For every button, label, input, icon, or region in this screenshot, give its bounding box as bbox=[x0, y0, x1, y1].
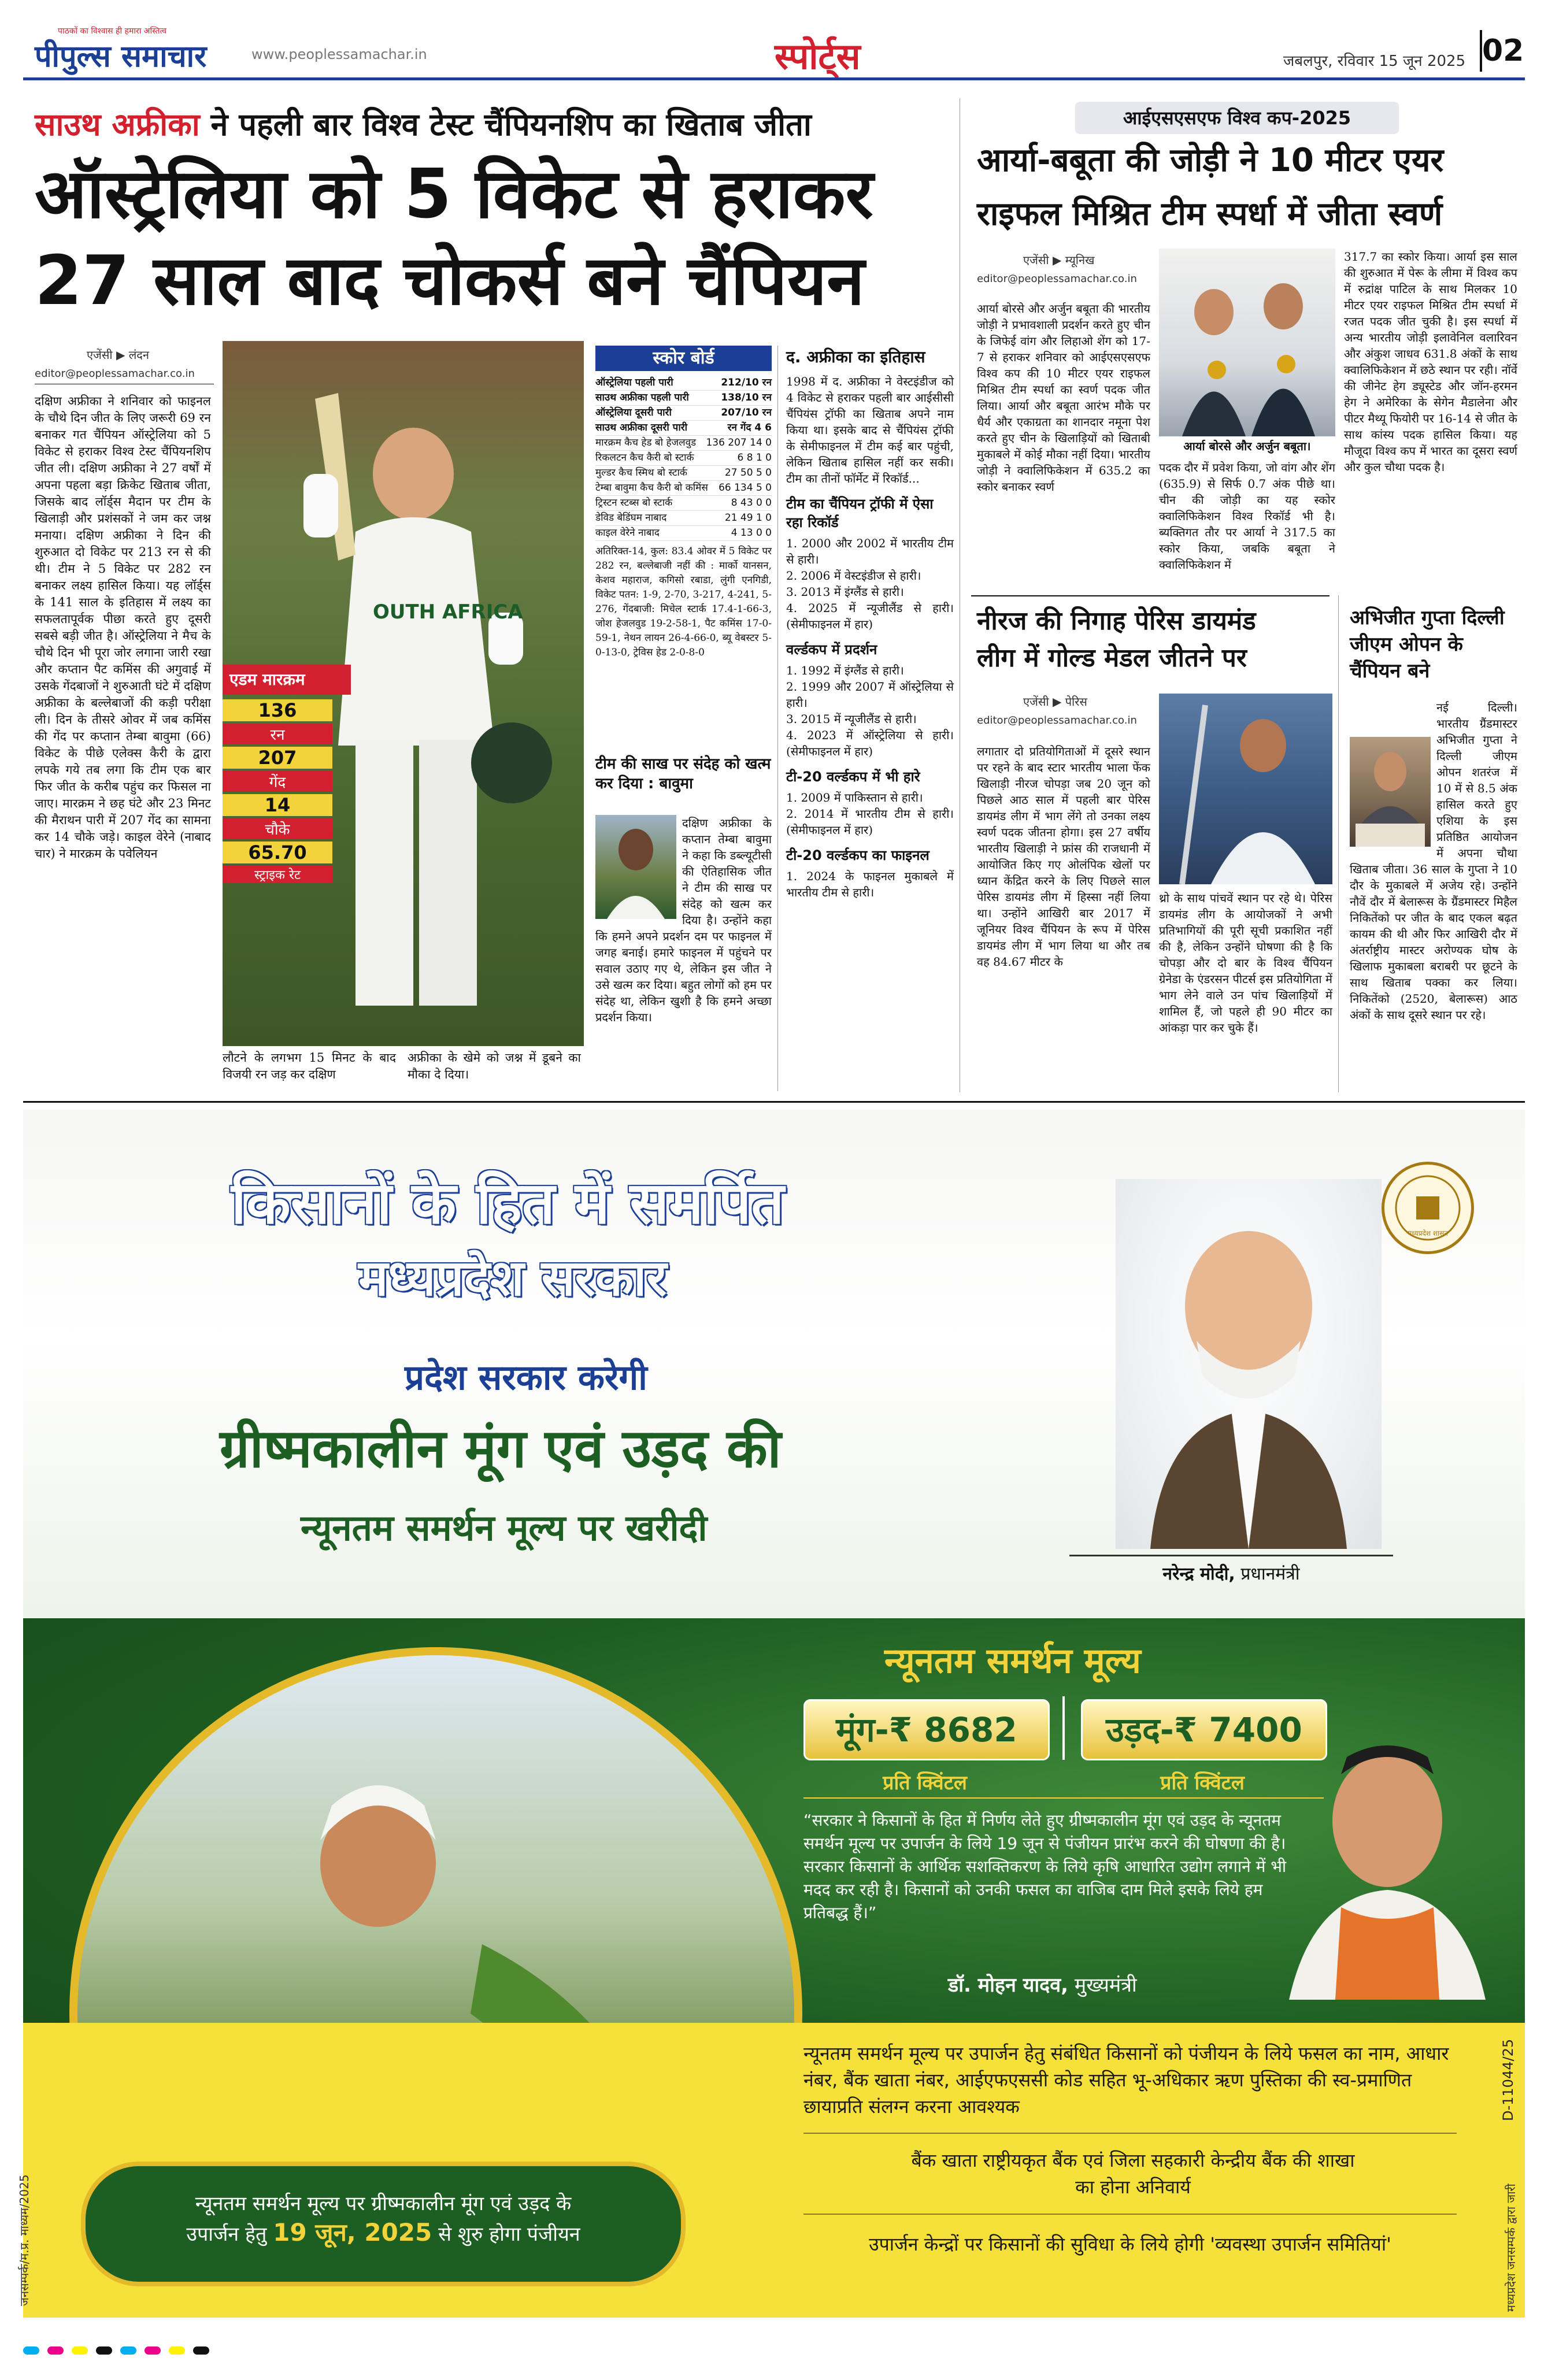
history-section-title: वर्ल्डकप में प्रदर्शन bbox=[786, 642, 877, 658]
cm-title: मुख्यमंत्री bbox=[1074, 1974, 1137, 1997]
scoreboard-row-label: टेम्बा बावुमा कैच कैरी बो कमिंस bbox=[595, 482, 708, 494]
svg-text:OUTH AFRICA: OUTH AFRICA bbox=[373, 600, 523, 624]
scoreboard-row bbox=[595, 451, 772, 466]
scoreboard-row bbox=[595, 496, 772, 511]
banner-date: 19 जून, 2025 bbox=[273, 2218, 432, 2246]
scoreboard-row-label: डेविड बेडिंघम नाबाद bbox=[595, 512, 667, 524]
issf-photo bbox=[1159, 249, 1335, 436]
paper-tagline: पाठकों का विश्वास ही हमारा अस्तित्व bbox=[58, 27, 167, 36]
scoreboard-row-label: काइल वेरेने नाबाद bbox=[595, 527, 660, 539]
pm-caption bbox=[1069, 1555, 1393, 1585]
history-item: 2. 2006 में वेस्टइंडीज से हारी। bbox=[786, 569, 921, 583]
scoreboard-row-value: 136 207 14 0 bbox=[706, 437, 772, 448]
cm-caption bbox=[948, 1971, 1137, 1997]
issf-photo-caption: आर्या बोरसे और अर्जुन बबूता। bbox=[1159, 436, 1335, 456]
section-title: स्पोर्ट्स bbox=[775, 35, 861, 77]
col-rule-a bbox=[777, 346, 778, 1091]
info-3: उपार्जन केन्द्रों पर किसानों की सुविधा के लिये होगी 'व्यवस्था उपार्जन समितियां' bbox=[869, 2233, 1391, 2255]
per-quintal-1: प्रति क्विंटल bbox=[883, 1771, 967, 1795]
history-item: 2. 2014 में भारतीय टीम से हारी। (सेमीफाइनल में हार) bbox=[786, 807, 954, 837]
info-rule-1 bbox=[803, 2133, 1457, 2134]
scoreboard-row bbox=[595, 436, 772, 451]
issf-headline-2: राइफल मिश्रित टीम स्पर्धा में जीता स्वर्ण bbox=[977, 195, 1443, 233]
col-rule-c bbox=[1338, 595, 1339, 1092]
cm-name: डॉ. मोहन यादव, bbox=[948, 1974, 1069, 1997]
masthead-rule bbox=[23, 77, 1525, 80]
issf-label: आईएसएसएफ विश्व कप-2025 bbox=[1075, 102, 1399, 134]
cm-quote: “सरकार ने किसानों के हित में निर्णय लेते हुए ग्रीष्मकालीन मूंग एवं उड़द के न्यूनतम समर्थन मूल्य पर उपार्जन के लिये 19 जून से पंजीयन प्रारंभ करने की घोषणा की है। सरकार किसानों के आर्थिक सशक्तिकरण के लिये कृषि आधारित उद्योग लगाने में भी मदद कर रही है। किसानों को उनकी फसल का वाजिब दाम मिले इसके लिये हम प्रतिबद्ध हैं।” bbox=[803, 1811, 1287, 1922]
side-text-left: जनसम्पर्क/म.प्र. माध्यम/2025 bbox=[17, 2174, 31, 2306]
scoreboard-row bbox=[595, 406, 772, 421]
lead-kicker bbox=[35, 102, 812, 144]
ad-line5: न्यूनतम समर्थन मूल्य पर खरीदी bbox=[301, 1507, 708, 1549]
stat-runs-label: रन bbox=[223, 724, 332, 744]
neeraj-headline-2: लीग में गोल्ड मेडल जीतने पर bbox=[977, 643, 1247, 673]
scoreboard-rows bbox=[595, 376, 772, 541]
registration-banner bbox=[81, 2162, 686, 2286]
neeraj-email: editor@peoplessamachar.co.in bbox=[977, 714, 1137, 726]
cm-portrait bbox=[1277, 1722, 1497, 2000]
shooters-figure bbox=[1159, 249, 1335, 436]
issf-body-left: आर्या बोरसे और अर्जुन बबूता की भारतीय जोड़ी ने प्रभावशाली प्रदर्शन करते हुए चीन के जिफेई वांग और लिहाओ शेंग को 17-7 से हराकर शनिवार को आईएसएसएफ विश्व कप की 10 मीटर एयर राइफल मिश्रित टीम स्पर्धा का स्वर्ण पदक जीत लिया। आर्या और बबूता आरंभ मौके पर धैर्य और एकाग्रता का शानदार नमूना पेश करते हुए चीन के खिलाड़ियों को खिताबी मुकाबले में कोई मौका नहीं दिया। भारतीय जोड़ी ने क्वालिफिकेशन में 635.2 का स्कोर बनाकर स्वर्ण bbox=[977, 302, 1150, 494]
lead-body-col1: दक्षिण अफ्रीका ने शनिवार को फाइनल के चौथे दिन जीत के लिए जरूरी 69 रन बनाकर गत चैंपियन ऑस्ट्रेलिया को 5 विकेट से हराकर विश्व टेस्ट चैंपियनशिप जीत ली। दक्षिण अफ्रीका ने 27 वर्षों में अपना पहला बड़ा क्रिकेट खिताब जीता, जिसके बाद लॉर्ड्स मैदान पर टीम के खिलाड़ी और प्रशंसकों ने जम कर जश्न मनाया। दक्षिण अफ्रीका ने दिन की शुरुआत दो विकेट पर 213 रन से की थी। टीम ने 5 विकेट पर 282 रन बनाकर लक्ष्य हासिल किया। यह लॉर्ड्स के 141 साल के इतिहास में लक्ष्य का सफलतापूर्वक पीछा करते हुए दूसरी सबसे बड़ी जीत है। ऑस्ट्रेलिया ने मैच के चौथे दिन भी पूरा जोर लगाना जारी रखा और कप्तान पैट कमिंस की अगुवाई में उसके गेंदबाजों ने शुरुआती घंटे में दक्षिण अफ्रीका के बल्लेबाजों की कड़ी परीक्षा ली। दिन के तीसरे ओवर में जब कमिंस की गेंद पर कप्तान तेम्बा बावुमा (66) विकेट के पीछे एलेक्स कैरी के द्वारा लपके गये तब लगा कि टीम एक बार फिर जीत के करीब पहुंच कर फिसल ना जाए। मारक्रम ने छह घंटे और 23 मिनट की मैराथन पारी में 207 गेंद का सामना कर 14 चौके जड़े। काइल वेरेने (नाबाद चार) ने मारक्रम के पवेलियन bbox=[35, 394, 211, 861]
scoreboard-row-value: 4 13 0 0 bbox=[731, 527, 772, 539]
lead-email: editor@peoplessamachar.co.in bbox=[35, 368, 195, 380]
scoreboard bbox=[595, 346, 772, 660]
ad-line2: मध्यप्रदेश सरकार bbox=[358, 1250, 667, 1307]
kicker-text: ने पहली बार विश्व टेस्ट चैंपियनशिप का खिताब जीता bbox=[210, 106, 812, 143]
banner-line-1: न्यूनतम समर्थन मूल्य पर ग्रीष्मकालीन मूंग एवं उड़द के bbox=[195, 2192, 572, 2215]
pm-title: प्रधानमंत्री bbox=[1240, 1564, 1300, 1584]
issf-byline: एजेंसी ▶ म्यूनिख bbox=[1023, 253, 1095, 267]
per-quintal-2: प्रति क्विंटल bbox=[1160, 1771, 1245, 1795]
issf-body-right: 317.7 का स्कोर किया। आर्या इस साल की शुरुआत में पेरू के लीमा में विश्व कप में रुद्रांक्ष पाटिल के साथ मिलकर 10 मीटर एयर राइफल मिश्रित टीम स्पर्धा में रजत पदक जीत चुकी है। इस स्पर्धा में अन्य भारतीय जोड़ी इलावेनिल वलारिवन और अंकुश जाधव 631.8 अंकों के साथ क्वालिफिकेशन में छठे स्थान पर रही। नॉर्वे की जीनेट हेग ड्यूस्टेड और जॉन-हरमन हेग ने अमेरिका के सेगेन मैडालेना और पीटर मैथ्यू फियोरी पर 16-14 से जीत के साथ कांस्य पदक हासिल किया। यह मौजूदा विश्व कप में भारत का दूसरा स्वर्ण और कुल चौथा पदक है। bbox=[1344, 250, 1517, 474]
scoreboard-row-value: 138/10 रन bbox=[721, 392, 772, 403]
news-bottom-rule bbox=[23, 1101, 1525, 1103]
lead-byline: एजेंसी ▶ लंदन bbox=[87, 348, 149, 362]
mp-emblem bbox=[1382, 1162, 1474, 1254]
history-item: 1. 2000 और 2002 में भारतीय टीम से हारी। bbox=[786, 536, 954, 566]
history-item: 1. 2024 के फाइनल मुकाबले में भारतीय टीम से हारी। bbox=[786, 869, 954, 899]
scoreboard-title: स्कोर बोर्ड bbox=[595, 346, 772, 371]
scoreboard-row-value: 212/10 रन bbox=[721, 377, 772, 388]
issf-headline-1: आर्या-बबूता की जोड़ी ने 10 मीटर एयर bbox=[977, 142, 1444, 179]
ad-line1: किसानों के हित में समर्पित bbox=[231, 1169, 784, 1237]
pm-portrait bbox=[1116, 1179, 1382, 1549]
history-item: 2. 1999 और 2007 में ऑस्ट्रेलिया से हारी। bbox=[786, 680, 954, 710]
issf-body-mid: पदक दौर में प्रवेश किया, जो वांग और शेंग (635.9) से सिर्फ 0.7 अंक पीछे था। चीन की जोड़ी का यह स्कोर क्वालिफिकेशन विश्व रिकॉर्ड भी है। ब्यक्तिगत तौर पर आर्या ने 317.5 का स्कोर किया, जबकि बबूता ने क्वालिफिकेशन में bbox=[1159, 461, 1335, 572]
paper-url: www.peoplessamachar.in bbox=[251, 46, 427, 62]
pm-name: नरेन्द्र मोदी, bbox=[1162, 1564, 1235, 1584]
abhijeet-headline: अभिजीत गुप्ता दिल्ली जीएम ओपन के चैंपियन बने bbox=[1350, 606, 1505, 683]
scoreboard-row bbox=[595, 376, 772, 391]
lead-headline-2: 27 साल बाद चोकर्स बने चैंपियन bbox=[35, 240, 865, 320]
paper-name: पीपुल्स समाचार bbox=[35, 39, 207, 74]
neeraj-body-right: थ्रो के साथ पांचवें स्थान पर रहे थे। पेरिस डायमंड लीग के आयोजकों ने अभी प्रतिभागियों की पूरी सूची प्रकाशित नहीं की है, लेकिन उन्होंने घोषणा की है कि चोपड़ा और दो बार के विश्व चैंपियन ग्रेनेडा के एंडरसन पीटर्स इस प्रतियोगिता में भाग लेने वाले उन पांच खिलाड़ियों में शामिल हैं, जो पहले ही 90 मीटर का आंकड़ा पार कर चुके हैं। bbox=[1159, 891, 1332, 1035]
pm-figure bbox=[1116, 1179, 1382, 1549]
dateline: जबलपुर, रविवार 15 जून 2025 bbox=[1283, 53, 1466, 70]
scoreboard-row-value: रन गेंद 4 6 bbox=[727, 422, 772, 433]
lead-headline-1: ऑस्ट्रेलिया को 5 विकेट से हराकर bbox=[35, 154, 873, 233]
scoreboard-row-value: 8 43 0 0 bbox=[731, 497, 772, 509]
neeraj-figure bbox=[1159, 694, 1332, 884]
player-tag: एडम मारक्रम bbox=[223, 665, 351, 695]
moong-price: मूंग-₹ 8682 bbox=[836, 1710, 1017, 1749]
scoreboard-row-label: रिकलटन कैच कैरी बो स्टार्क bbox=[595, 452, 694, 464]
msp-title: न्यूनतम समर्थन मूल्य bbox=[884, 1641, 1141, 1681]
stat-balls: 207 bbox=[223, 747, 332, 769]
moong-price-box bbox=[803, 1699, 1050, 1760]
history-sections bbox=[786, 495, 954, 900]
history-title: द. अफ्रीका का इतिहास bbox=[786, 347, 925, 366]
ad-line3: प्रदेश सरकार करेगी bbox=[405, 1358, 647, 1398]
bavuma-title: टीम की साख पर संदेह को खत्म कर दिया : बावुमा bbox=[595, 755, 771, 792]
stat-fours-label: चौके bbox=[223, 818, 332, 839]
neeraj-headline-1: नीरज की निगाह पेरिस डायमंड bbox=[977, 606, 1256, 636]
side-text-right: मध्यप्रदेश जनसम्पर्क द्वारा जारी bbox=[1504, 2183, 1518, 2312]
scoreboard-row-value: 66 134 5 0 bbox=[719, 482, 772, 494]
stat-sr: 65.70 bbox=[223, 841, 332, 863]
page-number: 02 bbox=[1480, 30, 1523, 72]
history-item: 4. 2025 में न्यूजीलैंड से हारी। (सेमीफाइनल में हार) bbox=[786, 601, 954, 631]
scoreboard-row-label: मुल्डर कैच स्मिथ बो स्टार्क bbox=[595, 467, 687, 479]
info-rule-2 bbox=[803, 2214, 1457, 2215]
ad-line4: ग्रीष्मकालीन मूंग एवं उड़द की bbox=[220, 1418, 782, 1480]
info-1: न्यूनतम समर्थन मूल्य पर उपार्जन हेतु संबंधित किसानों को पंजीयन के लिये फसल का नाम, आधार नंबर, बैंक खाता नंबर, आईएफएससी कोड सहित भू-अधिकार ऋण पुस्तिका की स्व-प्रमाणित छायाप्रति संलग्न करना आवश्यक bbox=[803, 2042, 1449, 2118]
scoreboard-row bbox=[595, 526, 772, 541]
emblem-text: मध्यप्रदेश शासन bbox=[1408, 1229, 1448, 1237]
history-body: 1998 में द. अफ्रीका ने वेस्टइंडीज को 4 विकेट से हराकर पहली बार आईसीसी चैंपियंस ट्रॉफी का खिताब अपने नाम किया था। इसके बाद से चैंपियंस ट्रॉफी के सेमीफाइनल में टीम कई बार पहुंची, लेकिन खिताब हासिल नहीं कर सकी। टीम का तीनों फॉर्मेट में रिकॉर्ड... bbox=[786, 375, 954, 485]
stat-runs: 136 bbox=[223, 699, 332, 721]
banner-line-2 bbox=[86, 2218, 681, 2249]
issf-bottom-rule bbox=[971, 595, 1329, 596]
info-2: बैंक खाता राष्ट्रीयकृत बैंक एवं जिला सहकारी केन्द्रीय बैंक की शाखा का होना अनिवार्य bbox=[911, 2149, 1355, 2198]
stat-sr-label: स्ट्राइक रेट bbox=[223, 866, 332, 883]
stat-balls-label: गेंद bbox=[223, 771, 332, 792]
bavuma-body: दक्षिण अफ्रीका के कप्तान तेम्बा बावुमा ने कहा कि डब्ल्यूटीसी की ऐतिहासिक जीत ने टीम की साख पर संदेह को खत्म कर दिया है। उन्होंने कहा कि हमने अपने प्रदर्शन दम पर फाइनल में जगह बनाई। हमारे फाइनल में पहुंचने पर सवाल उठाए गए थे, लेकिन इस जीत ने उसे खत्म कर दिया। बहुत लोगों को हम पर संदेह था, लेकिन खुशी है कि हमने अच्छा प्रदर्शन किया। bbox=[595, 816, 772, 1024]
player-stats bbox=[223, 699, 332, 883]
scoreboard-row-label: साउथ अफ्रीका पहली पारी bbox=[595, 392, 689, 403]
print-registration-bar bbox=[23, 2346, 1525, 2355]
cm-figure bbox=[1277, 1722, 1497, 2000]
scoreboard-row bbox=[595, 421, 772, 436]
history-item: 1. 2009 में पाकिस्तान से हारी। bbox=[786, 791, 923, 805]
scoreboard-row-label: साउथ अफ्रीका दूसरी पारी bbox=[595, 422, 688, 433]
masthead bbox=[23, 23, 1525, 75]
history-section-title: टी-20 वर्ल्डकप का फाइनल bbox=[786, 847, 929, 863]
history-section-title: टी-20 वर्ल्डकप में भी हारे bbox=[786, 769, 920, 785]
emblem-icon bbox=[1384, 1165, 1471, 1251]
history-section-title: टीम का चैंपियन ट्रॉफी में ऐसा रहा रिकॉर्ड bbox=[786, 496, 934, 531]
neeraj-body-left: लगातार दो प्रतियोगिताओं में दूसरे स्थान पर रहने के बाद स्टार भारतीय भाला फेंक खिलाड़ी नीरज चोपड़ा जब 20 जून को पिछले आठ साल में पहली बार पेरिस डायमंड लीग में भाग लेंगे तो उनका लक्ष्य स्वर्ण पदक जीतना होगा। इस 27 वर्षीय भारतीय खिलाड़ी ने फ्रांस की राजधानी में आयोजित किए गए ओलंपिक खेलों पर ध्यान केंद्रित करने के लिए पिछले साल पेरिस डायमंड लीग में हिस्सा नहीं लिया था। उन्होंने आखिरी बार 2017 में जूनियर विश्व चैंपियन के रूप में पेरिस डायमंड लीग में भाग लिया था और तब वह 84.67 मीटर के bbox=[977, 744, 1150, 969]
kicker-country: साउथ अफ्रीका bbox=[35, 106, 200, 143]
price-divider bbox=[1062, 1696, 1065, 1760]
quote-rule bbox=[803, 1797, 1324, 1799]
stat-fours: 14 bbox=[223, 794, 332, 816]
scoreboard-row-value: 6 8 1 0 bbox=[737, 452, 772, 464]
scoreboard-row-label: ऑस्ट्रेलिया दूसरी पारी bbox=[595, 407, 672, 418]
issf-email: editor@peoplessamachar.co.in bbox=[977, 273, 1137, 285]
banner-text-b: उपार्जन हेतु bbox=[186, 2223, 267, 2246]
lead-caption-left: लौटने के लगभग 15 मिनट के बाद विजयी रन जड़ कर दक्षिण bbox=[223, 1051, 396, 1081]
scoreboard-row-label: ऑस्ट्रेलिया पहली पारी bbox=[595, 377, 673, 388]
history-item: 1. 1992 में इंग्लैंड से हारी। bbox=[786, 663, 904, 677]
history-item: 3. 2013 में इंग्लैंड से हारी। bbox=[786, 585, 904, 599]
scoreboard-row bbox=[595, 391, 772, 406]
scoreboard-row bbox=[595, 481, 772, 496]
bavuma-photo-spacer bbox=[595, 815, 682, 919]
neeraj-byline: एजेंसी ▶ पेरिस bbox=[1023, 695, 1087, 709]
scoreboard-row bbox=[595, 511, 772, 526]
banner-text-c: से शुरु होगा पंजीयन bbox=[438, 2223, 580, 2246]
abhijeet-photo-spacer bbox=[1350, 699, 1436, 850]
history-item: 4. 2023 में ऑस्ट्रेलिया से हारी। (सेमीफाइनल में हार) bbox=[786, 728, 954, 758]
scoreboard-extras: अतिरिक्त-14, कुल: 83.4 ओवर में 5 विकेट पर 282 रन, बल्लेबाजी नहीं की : मार्को यानसन, केशव महाराज, कगिसो रबाडा, लुंगी एनगिडी, विकेट पतन: 1-9, 2-70, 3-217, 4-241, 5-276, गेंदबाजी: मिचेल स्टार्क 17.4-1-66-3, जोश हेजलवुड 19-2-58-1, पैट कमिंस 17-0-59-1, नेथन लायन 26-4-66-0, ब्यू वेबस्टर 5-0-13-0, ट्रेविस हेड 2-0-8-0 bbox=[595, 546, 772, 658]
scoreboard-row-label: मारक्रम कैच हेड बो हेजलवुड bbox=[595, 437, 697, 448]
neeraj-photo bbox=[1159, 694, 1332, 884]
abhijeet-body: नई दिल्ली। भारतीय ग्रैंडमास्टर अभिजीत गुप्ता ने दिल्ली जीएम ओपन शतरंज में 10 में से 8.5 अंक हासिल करते हुए एशिया के इस प्रतिष्ठित आयोजन में अपना चौथा खिताब जीता। 36 साल के गुप्ता ने 10 दौर के मुकाबले में अजेय रहे। उन्होंने नौवें दौर में बेलारूस के ग्रैंडमास्टर मिहैल निकितेंको पर जीत के बाद एकल बढ़त कायम की थी और फिर आखिरी दौर में अंतर्राष्ट्रीय मास्टर अरोण्यक घोष के खिलाफ मुकाबला बराबरी पर छूटने के साथ खिताब पक्का कर लिया। निकितेंको (2520, बेलारूस) आठ अंकों के साथ दूसरे स्थान पर रहे। bbox=[1350, 700, 1517, 1022]
scoreboard-row-value: 27 50 5 0 bbox=[724, 467, 772, 479]
scoreboard-row-label: ट्रिस्टन स्टब्स बो स्टार्क bbox=[595, 497, 673, 509]
scoreboard-row-value: 21 49 1 0 bbox=[724, 512, 772, 524]
history-item: 3. 2015 में न्यूजीलैंड से हारी। bbox=[786, 712, 917, 726]
scoreboard-row-value: 207/10 रन bbox=[721, 407, 772, 418]
urad-price: उड़द-₹ 7400 bbox=[1106, 1710, 1302, 1749]
history-column bbox=[786, 346, 954, 900]
scoreboard-row bbox=[595, 466, 772, 481]
lead-caption-right: अफ्रीका के खेमे को जश्न में डूबने का मौका दे दिया। bbox=[408, 1051, 581, 1081]
ad-code: D-11044/25 bbox=[1500, 2038, 1516, 2121]
